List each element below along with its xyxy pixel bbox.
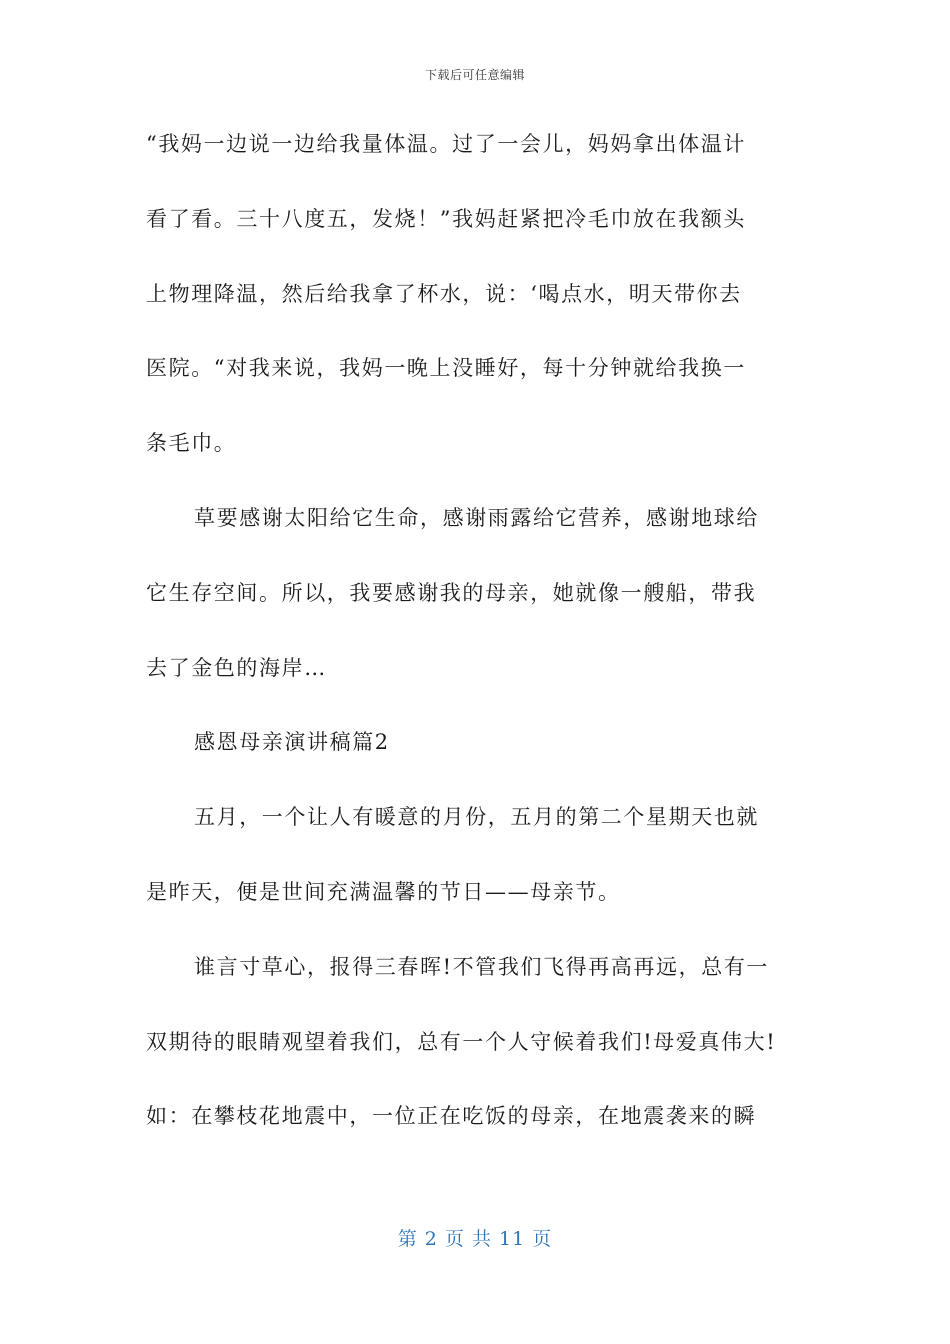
text-line: “我妈一边说一边给我量体温。过了一会儿，妈妈拿出体温计 [146,132,746,156]
page-header: 下载后可任意编辑 [424,68,525,82]
text-line: 是昨天，便是世间充满温馨的节日——母亲节。 [146,879,621,904]
text-line: 草要感谢太阳给它生命，感谢雨露给它营养，感谢地球给 [194,505,759,530]
section-heading: 感恩母亲演讲稿篇2 [194,730,390,755]
text-line: 如：在攀枝花地震中，一位正在吃饭的母亲，在地震袭来的瞬 [146,1104,757,1129]
text-line: 医院。“对我来说，我妈一晚上没睡好，每十分钟就给我换一 [146,356,746,381]
text-line: 去了金色的海岸… [146,655,327,680]
page-number: 第 2 页 共 11 页 [397,1228,553,1250]
text-line: 谁言寸草心，报得三春晖!不管我们飞得再高再远，总有一 [194,954,770,979]
text-line: 它生存空间。所以，我要感谢我的母亲，她就像一艘船，带我 [146,580,757,605]
text-line: 条毛巾。 [146,431,237,456]
text-line: 五月，一个让人有暖意的月份，五月的第二个星期天也就 [194,805,759,830]
text-line: 上物理降温，然后给我拿了杯水，说：‘喝点水，明天带你去 [146,281,742,306]
document-body [146,124,826,1171]
text-line: 双期待的眼睛观望着我们，总有一个人守候着我们!母爱真伟大! [146,1029,777,1054]
text-line: 看了看。三十八度五，发烧！”我妈赶紧把冷毛巾放在我额头 [146,206,746,231]
